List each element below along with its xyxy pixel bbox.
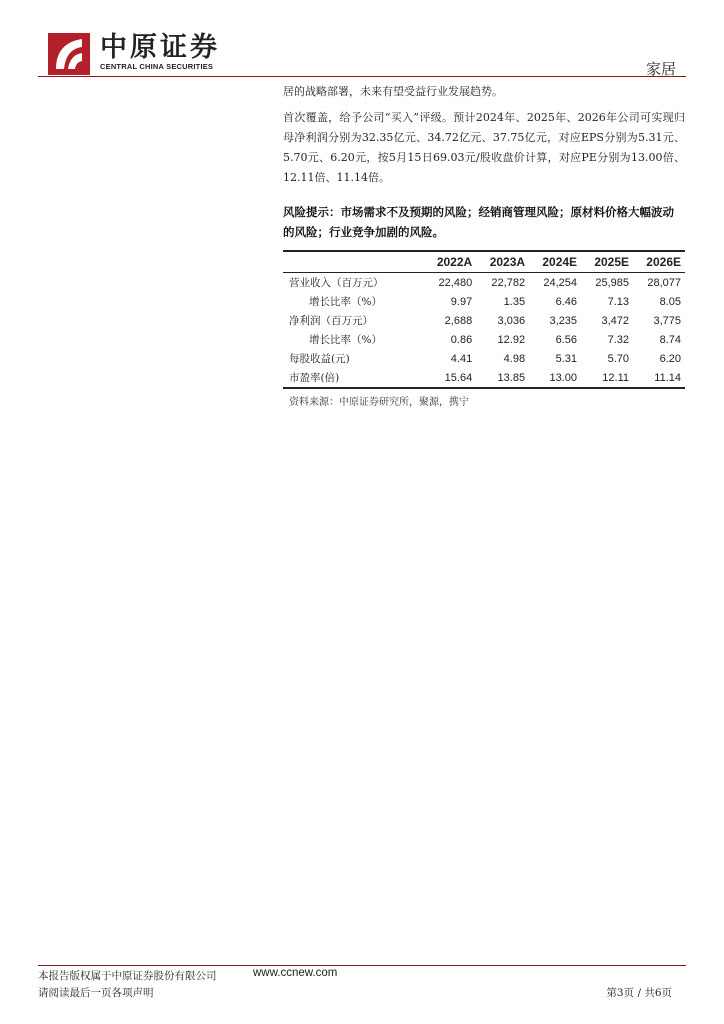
table-cell: 0.86 bbox=[450, 333, 473, 346]
table-source-note: 资料来源：中原证券研究所，聚源，携宁 bbox=[289, 397, 469, 408]
table-cell: 9.97 bbox=[450, 295, 473, 308]
footer-divider bbox=[38, 965, 686, 966]
table-cell: 13.00 bbox=[529, 368, 581, 388]
header-divider bbox=[38, 76, 686, 77]
row-label: 增长比率（%） bbox=[309, 296, 382, 308]
table-cell: 11.14 bbox=[633, 368, 685, 388]
table-cell: 15.64 bbox=[423, 368, 476, 388]
table-cell: 2,688 bbox=[444, 314, 473, 327]
footer-disclaimer: 请阅读最后一页各项声明 bbox=[38, 987, 154, 999]
table-cell: 3,472 bbox=[601, 314, 630, 327]
table-cell: 7.13 bbox=[607, 295, 630, 308]
table-cell: 7.32 bbox=[607, 333, 630, 346]
table-cell: 28,077 bbox=[647, 276, 681, 289]
table-cell: 5.70 bbox=[607, 352, 630, 365]
risk-warning bbox=[283, 202, 685, 242]
body-paragraph: 居的战略部署，未来有望受益行业发展趋势。 bbox=[283, 85, 503, 98]
table-cell: 1.35 bbox=[503, 295, 526, 308]
risk-label: 风险提示： bbox=[283, 205, 341, 219]
table-header-cell: 2024E bbox=[529, 251, 581, 273]
table-header-cell: 2023A bbox=[476, 251, 529, 273]
table-cell: 12.92 bbox=[497, 333, 526, 346]
table-cell: 12.11 bbox=[581, 368, 633, 388]
table-row bbox=[283, 273, 685, 293]
table-cell: 8.74 bbox=[659, 333, 681, 346]
row-label: 市盈率(倍) bbox=[283, 368, 423, 388]
table-cell: 3,235 bbox=[549, 314, 578, 327]
table-cell: 4.98 bbox=[503, 352, 526, 365]
table-row bbox=[283, 330, 685, 349]
row-label: 营业收入（百万元） bbox=[289, 277, 384, 289]
page-header bbox=[0, 0, 724, 80]
table-cell: 8.05 bbox=[659, 295, 681, 308]
table-header-row bbox=[283, 251, 685, 273]
row-label: 每股收益(元) bbox=[289, 353, 350, 365]
table-cell: 22,782 bbox=[491, 276, 526, 289]
table-header-cell: 2025E bbox=[581, 251, 633, 273]
footer-copyright: 本报告版权属于中原证券股份有限公司 bbox=[38, 970, 217, 982]
rating-paragraph: 首次覆盖，给予公司“买入”评级。预计2024年、2025年、2026年公司可实现归母净利润分别为32.35亿元、34.72亿元、37.75亿元，对应EPS分别为5.31元、5.70元、6.20元，按5月15日69.03元/股收盘价计算，对应PE分别为13.00倍、12.11倍、11.14倍。 bbox=[283, 111, 685, 184]
table-cell: 6.46 bbox=[555, 295, 578, 308]
company-logo-icon bbox=[48, 33, 90, 75]
company-name-en: CENTRAL CHINA SECURITIES bbox=[100, 62, 214, 71]
table-row bbox=[283, 349, 685, 368]
company-name-cn: 中原证券 bbox=[100, 32, 220, 63]
risk-text: 市场需求不及预期的风险；经销商管理风险；原材料价格大幅波动的风险；行业竞争加剧的风险。 bbox=[283, 205, 674, 239]
table-header-cell bbox=[283, 251, 423, 273]
table-row bbox=[283, 292, 685, 311]
table-cell: 24,254 bbox=[543, 276, 578, 289]
table-cell: 4.41 bbox=[450, 352, 473, 365]
financial-forecast-table bbox=[283, 250, 685, 389]
table-cell: 6.20 bbox=[659, 352, 681, 365]
footer-website-link[interactable]: www.ccnew.com bbox=[253, 967, 338, 979]
table-cell: 5.31 bbox=[555, 352, 578, 365]
table-header-cell: 2026E bbox=[633, 251, 685, 273]
section-label: 家居 bbox=[645, 60, 676, 78]
table-cell: 3,036 bbox=[497, 314, 526, 327]
table-cell: 13.85 bbox=[476, 368, 529, 388]
row-label: 增长比率（%） bbox=[309, 334, 382, 346]
table-cell: 25,985 bbox=[595, 276, 630, 289]
main-content bbox=[283, 82, 685, 408]
table-cell: 22,480 bbox=[438, 276, 473, 289]
table-row bbox=[283, 368, 685, 388]
page-number: 第3页 / 共6页 bbox=[606, 987, 672, 999]
table-header-cell: 2022A bbox=[423, 251, 476, 273]
table-cell: 3,775 bbox=[653, 314, 681, 327]
row-label: 净利润（百万元） bbox=[289, 315, 373, 327]
table-cell: 6.56 bbox=[555, 333, 578, 346]
table-row bbox=[283, 311, 685, 330]
